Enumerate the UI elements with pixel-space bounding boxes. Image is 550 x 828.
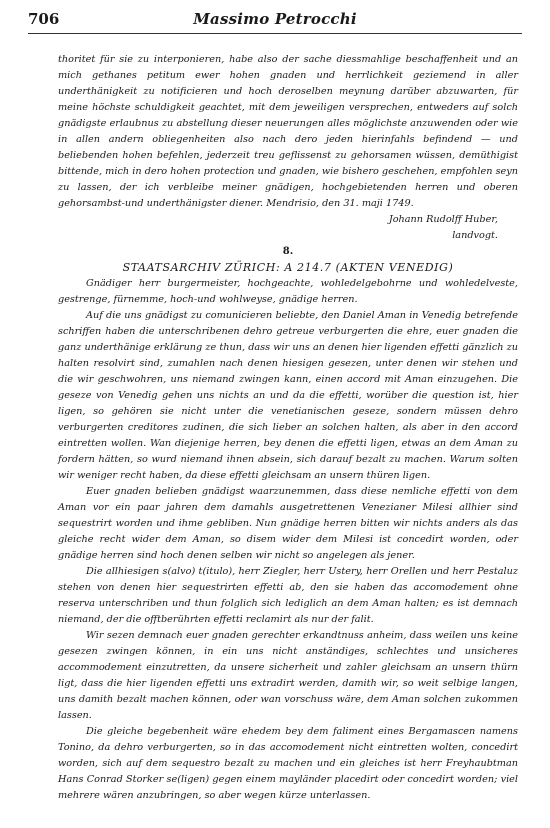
page-body	[58, 52, 518, 804]
paragraph: Die gleiche begebenheit wäre ehedem bey dem faliment eines Bergamascen namens Tonino, da dehro verburgerten, so in das accomodement nicht eintretten wolten, concedirt worden, sich auf dem sequestro bezalt zu machen und ein gleiches ist herr Freyhaubtman Hans Conrad Storker se(ligen) gegen einem mayländer placedirt oder concedirt worden; viel mehrere wären anzubringen, so aber wegen kürze unterlassen.	[58, 726, 518, 801]
document-heading: STAATSARCHIV ZÜRICH: A 214.7 (AKTEN VENEDIG)	[122, 261, 454, 274]
document-number: 8.	[282, 246, 294, 257]
paragraph: Euer gnaden belieben gnädigst waarzunemmen, dass diese nemliche effetti von dem Aman vor ein paar jahren dem damahls ausgetrettenen Venezianer Milesi allhier sind sequestrirt worden und ihme gebliben. Nun gnädige herren bitten wir nichts anders als das gleiche recht wider dem Aman, so disem wider dem Milesi ist concedirt worden, oder gnädige herren sind hoch denen selben wir nicht so angelegen als jener.	[58, 486, 518, 561]
letter-closing-paragraph: thoritet für sie zu interponieren, habe also der sache diessmahlige beschaffenheit und an mich gethanes petitum ewer hohen gnaden und herrlichkeit geziemend in aller underthänigkeit zu notificieren und hoch deroselben meynung darüber abzuwarten, für meine höchste schuldigkeit geachtet, mit dem jeweiligen versprechen, entweders auf solch gnädigste erlaubnus zu abstellung dieser neuerungen alles möglichste anzuwenden oder wie in allen andern obliegenheiten also nach dero jeden hierinfahls befindend — und beliebenden hohen befehlen, jederzeit treu geflissenst zu gehorsamen wüssen, demüthigist bittende, mich in dero hohen protection und gnaden, wie bishero geschehen, empfohlen seyn zu lassen, der ich verbleibe meiner gnädigen, hochgebietenden herren und oberen gehorsambst-und underthänigster diener. Mendrisio, den 31. maji 1749.	[58, 54, 518, 209]
paragraph: Die allhiesigen s(alvo) t(itulo), herr Ziegler, herr Ustery, herr Orellen und herr Pestaluz stehen von denen hier sequestrirten effetti ab, den sie haben das accomodement ohne reserva unterschriben und thun folglich sich lediglich an dem Aman halten; es ist demnach niemand, der die offtberührten effetti reclamirt als nur der falit.	[58, 566, 518, 625]
signature-name: Johann Rudolff Huber,	[388, 214, 498, 225]
page-header	[28, 10, 522, 34]
header-rule	[28, 33, 522, 34]
page-number: 706	[28, 10, 60, 28]
running-title: Massimo Petrocchi	[193, 10, 357, 28]
paragraph: Wir sezen demnach euer gnaden gerechter erkandtnuss anheim, dass weilen uns keine gesezen zwingen können, in ein uns nicht anständiges, schlechtes und unsicheres accommodement einzutretten, da unsere sicherheit und zahler gleichsam an unsern thürn ligt, dass die hier ligenden effetti uns extradirt werden, damith wir, so weit selbige langen, uns damith bezalt machen können, oder wan vorschuss wäre, dem Aman solchen zukommen lassen.	[58, 630, 518, 721]
signature-title: landvogt.	[452, 230, 498, 241]
salutation: Gnädiger herr burgermeister, hochgeachte, wohledelgebohrne und wohledelveste, gestrenge, fürnemme, hoch-und wohlweyse, gnädige herren.	[58, 278, 518, 305]
paragraph: Auf die uns gnädigst zu comunicieren beliebte, den Daniel Aman in Venedig betrefende schriffen haben die unterschribenen dehro getreue verburgerten die ehre, euer gnaden die ganz underthänige erklärung ze thun, dass wir uns an denen hier ligenden effetti gänzlich zu halten resolvirt sind, zumahlen nach denen hiesigen gesezen, unter denen wir stehen und die wir geschwohren, uns niemand zwingen kann, einen accord mit Aman einzugehen. Die geseze von Venedig gehen uns nichts an und da die effetti, worüber die question ist, hier ligen, so gehören sie nicht unter die venetianischen geseze, sondern müssen dehro verburgerten creditores zudinen, die sich lieber an solchen halten, als aber in den accord eintretten wollen. Wan diejenige herren, bey denen die effetti ligen, etwas an dem Aman zu fordern hätten, so wurd niemand ihnen absein, sich darauf bezalt zu machen. Warum solten wir weniger recht haben, da diese effetti gleichsam an unsern thüren ligen.	[58, 310, 518, 481]
